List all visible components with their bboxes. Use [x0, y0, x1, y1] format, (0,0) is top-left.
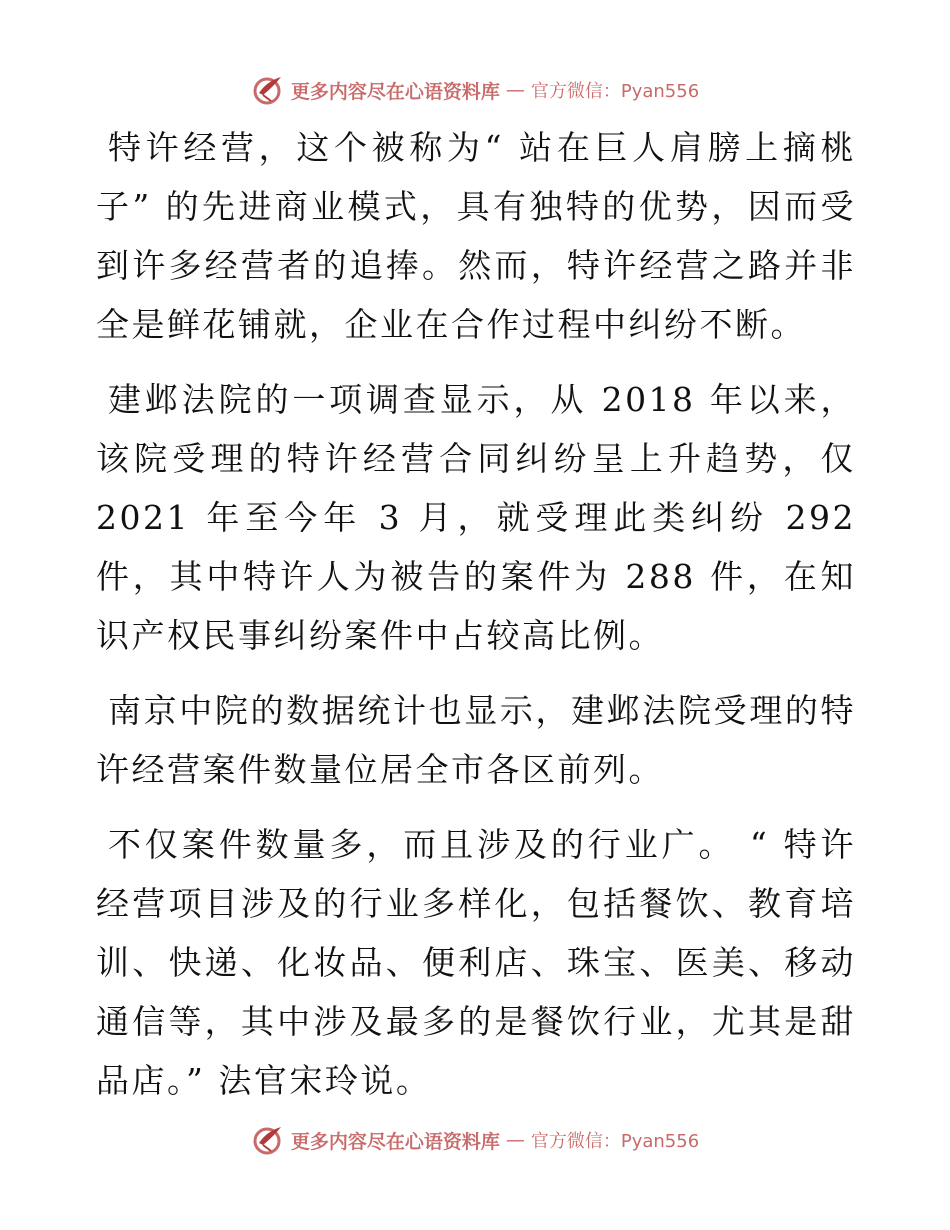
footer-watermark-dash: —	[505, 1129, 525, 1151]
paragraph-1: 特许经营，这个被称为“ 站在巨人肩膀上摘桃子” 的先进商业模式，具有独特的优势，因而受到许多经营者的追捧。然而，特许经营之路并非全是鲜花铺就，企业在合作过程中纠纷不断。	[96, 128, 856, 344]
header-watermark-main: 更多内容尽在心语资料库	[290, 80, 500, 103]
header-watermark-dash: —	[505, 79, 525, 101]
footer-watermark-main: 更多内容尽在心语资料库	[290, 1130, 500, 1153]
quill-circle-logo-icon	[251, 73, 285, 107]
footer-watermark	[0, 1120, 950, 1160]
paragraph-4: 不仅案件数量多，而且涉及的行业广。 “ 特许经营项目涉及的行业多样化，包括餐饮、教育培训、快递、化妆品、便利店、珠宝、医美、移动通信等，其中涉及最多的是餐饮行业，尤其是甜品店。” 法官宋玲说。	[96, 825, 856, 1100]
article-body	[96, 118, 856, 1126]
header-watermark	[0, 70, 950, 110]
paragraph-3: 南京中院的数据统计也显示，建邺法院受理的特许经营案件数量位居全市各区前列。	[96, 691, 856, 789]
quill-circle-logo-icon	[251, 1123, 285, 1157]
header-watermark-wechat: 官方微信：Pyan556	[530, 81, 700, 102]
paragraph-2: 建邺法院的一项调查显示，从 2018 年以来，该院受理的特许经营合同纠纷呈上升趋势，仅 2021 年至今年 3 月，就受理此类纠纷 292 件，其中特许人为被告的案件为 288 件，在知识产权民事纠纷案件中占较高比例。	[96, 380, 856, 655]
footer-watermark-wechat: 官方微信：Pyan556	[530, 1131, 700, 1152]
